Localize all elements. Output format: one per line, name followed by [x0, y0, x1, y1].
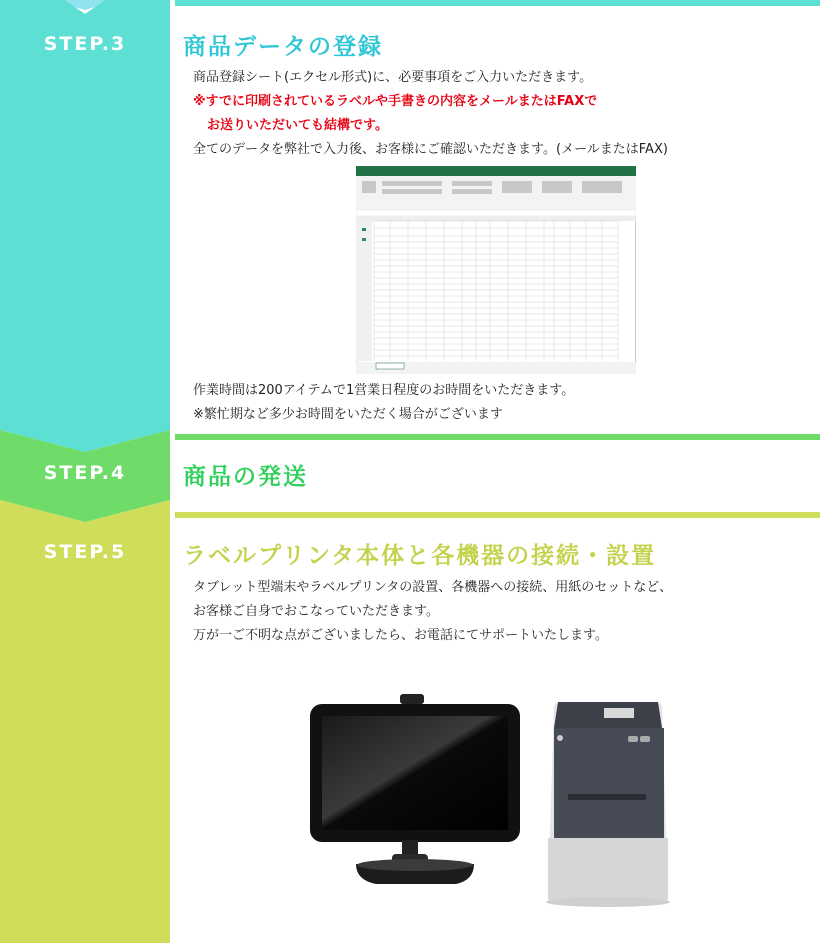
step3-title: 商品データの登録	[183, 34, 383, 60]
step5-label: STEP.5	[43, 541, 127, 563]
step3-text-4: ※繁忙期など多少お時間をいただく場合がございます	[193, 407, 503, 422]
step5-title: ラベルプリンタ本体と各機器の接続・設置	[183, 543, 657, 569]
step3-text-2: 全てのデータを弊社で入力後、お客様にご確認いただきます。(メールまたはFAX)	[193, 142, 668, 157]
step3-line	[175, 0, 820, 6]
step5-text-2: お客様ご自身でおこなっていただきます。	[193, 604, 439, 619]
step5-band	[0, 500, 170, 943]
step4-line	[175, 434, 820, 440]
tablet-device	[310, 694, 520, 884]
excel-spreadsheet-screenshot	[356, 166, 636, 374]
step3-red-2: お送りいただいても結構です。	[207, 118, 388, 133]
step5-text-1: タブレット型端末やラベルプリンタの設置、各機器への接続、用紙のセットなど、	[193, 580, 673, 595]
step3-red-1: ※すでに印刷されているラベルや手書きの内容をメールまたはFAXで	[193, 94, 598, 109]
step5-text-3: 万が一ご不明な点がございましたら、お電話にてサポートいたします。	[193, 628, 608, 643]
step-sidebar	[0, 0, 170, 943]
label-printer-device	[546, 702, 670, 907]
step5-line	[175, 512, 820, 518]
step3-band	[0, 0, 170, 455]
step3-text-1: 商品登録シート(エクセル形式)に、必要事項をご入力いただきます。	[193, 70, 593, 85]
step3-label: STEP.3	[43, 33, 127, 55]
devices-illustration	[306, 694, 676, 914]
step4-label: STEP.4	[43, 462, 127, 484]
step3-text-3: 作業時間は200アイテムで1営業日程度のお時間をいただきます。	[193, 383, 575, 398]
step4-title: 商品の発送	[183, 464, 308, 490]
